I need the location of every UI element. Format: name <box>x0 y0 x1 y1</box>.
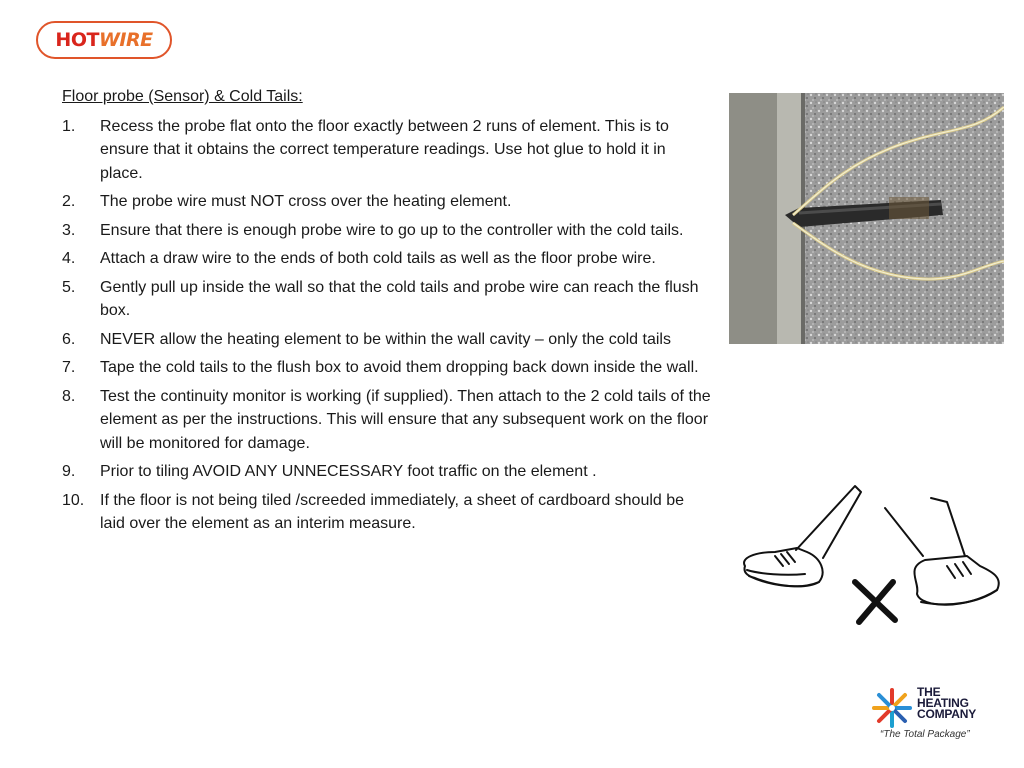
step-text: Attach a draw wire to the ends of both cold tails as well as the floor probe wire. <box>100 250 656 267</box>
step-text: The probe wire must NOT cross over the heating element. <box>100 193 512 210</box>
logo-wire-text: WIRE <box>98 29 153 51</box>
step-number: 6. <box>62 330 76 348</box>
step-item <box>62 489 712 536</box>
step-item <box>62 356 712 380</box>
step-text: Gently pull up inside the wall so that the cold tails and probe wire can reach the flush box. <box>100 278 699 319</box>
step-number: 3. <box>62 221 76 239</box>
floor-probe-photo-illustration <box>729 93 1004 344</box>
company-name: THE HEATING COMPANY <box>917 685 977 721</box>
step-number: 8. <box>62 387 76 405</box>
step-number: 4. <box>62 250 76 267</box>
floor-probe-photo <box>729 93 1004 344</box>
company-tagline: “The Total Package” <box>880 729 970 740</box>
step-item <box>62 328 712 352</box>
step-text: If the floor is not being tiled /screeded immediately, a sheet of cardboard should be laid over the element as an interim measure. <box>100 491 685 532</box>
step-item <box>62 276 712 323</box>
step-number: 9. <box>62 463 76 480</box>
step-number: 1. <box>62 117 76 135</box>
starburst-icon <box>872 688 912 728</box>
steps-list <box>62 115 712 536</box>
heating-company-logo <box>872 686 1002 746</box>
step-number: 7. <box>62 359 76 376</box>
step-text: Tape the cold tails to the flush box to avoid them dropping back down inside the wall. <box>100 359 699 376</box>
step-text: Test the continuity monitor is working (if supplied). Then attach to the 2 cold tails of the element as per the instructions. This will ensure that any subsequent work on the floor will be monitored for damage. <box>100 387 711 452</box>
no-foot-traffic-illustration <box>735 482 1007 630</box>
step-number: 10. <box>62 491 85 509</box>
step-item <box>62 190 712 214</box>
instructions-content <box>62 85 712 541</box>
hotwire-logo <box>36 21 172 59</box>
page-heading: Floor probe (Sensor) & Cold Tails: <box>62 88 303 105</box>
logo-hot-text: HOT <box>55 29 99 51</box>
step-item <box>62 247 712 271</box>
step-item <box>62 385 712 456</box>
step-item <box>62 115 712 186</box>
step-number: 5. <box>62 278 76 296</box>
step-number: 2. <box>62 193 76 210</box>
step-item <box>62 460 712 484</box>
feet-cross-icon <box>735 482 1007 630</box>
step-text: Prior to tiling AVOID ANY UNNECESSARY foot traffic on the element . <box>100 463 597 480</box>
step-item <box>62 219 712 243</box>
step-text: Ensure that there is enough probe wire to go up to the controller with the cold tails. <box>100 221 684 239</box>
step-text: NEVER allow the heating element to be within the wall cavity – only the cold tails <box>100 330 671 348</box>
step-text: Recess the probe flat onto the floor exactly between 2 runs of element. This is to ensure that it obtains the correct temperature readings. Use hot glue to hold it in place. <box>100 117 669 182</box>
